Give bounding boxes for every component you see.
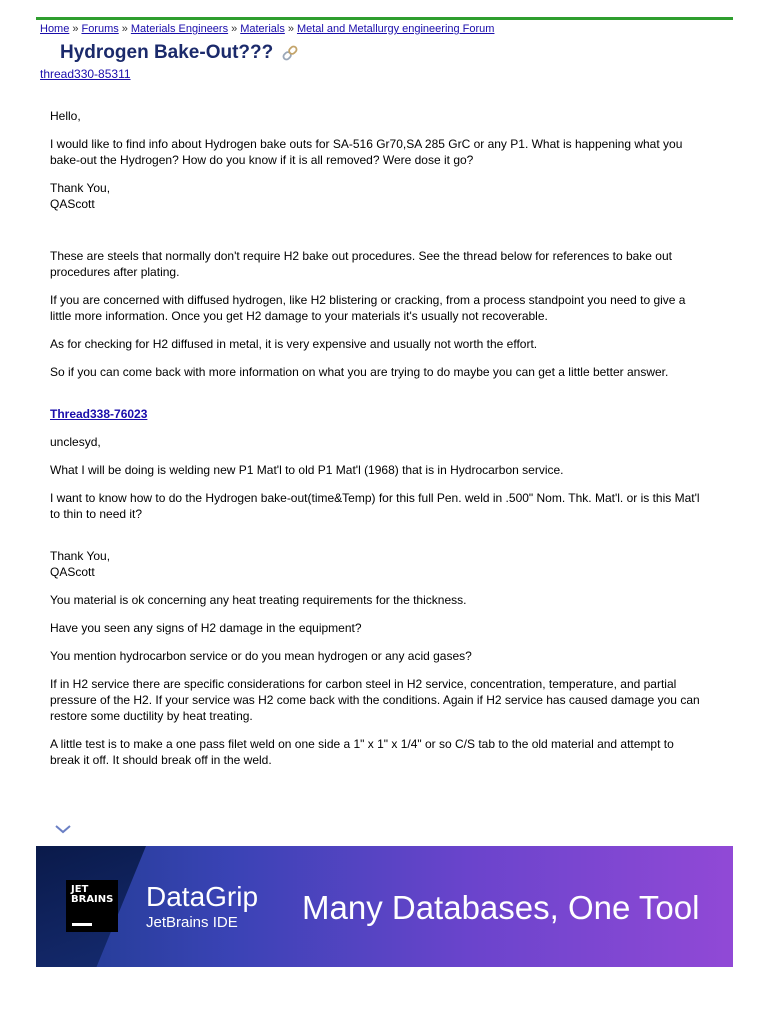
spacer (50, 392, 700, 406)
post-paragraph: These are steels that normally don't require H2 bake out procedures. See the thread below for references to bake out procedures after plating. (50, 249, 672, 279)
ad-product-subtitle: JetBrains IDE (146, 914, 238, 931)
post-paragraph: If you are concerned with diffused hydrogen, like H2 blistering or cracking, from a process standpoint you need to give a little more information. Once you get H2 damage to your materials it's usually not recoverable. (50, 293, 686, 323)
post-divider (50, 224, 700, 248)
breadcrumb-separator: » (287, 23, 294, 35)
header-rule (36, 17, 733, 20)
post-paragraph: I want to know how to do the Hydrogen bake-out(time&Temp) for this full Pen. weld in .500" Nom. Thk. Mat'l. or is this Mat'l to thin to need it? (50, 491, 700, 521)
ad-product-name: DataGrip (146, 881, 259, 912)
breadcrumb-forums[interactable]: Forums (81, 23, 119, 35)
post-paragraph: Hello, (50, 109, 81, 123)
jetbrains-logo-bar (72, 923, 92, 926)
post-paragraph: You mention hydrocarbon service or do you mean hydrogen or any acid gases? (50, 649, 472, 663)
thread-content (50, 108, 700, 780)
breadcrumb-separator: » (121, 23, 128, 35)
post-signature: Thank You, QAScott (50, 549, 111, 579)
post-paragraph: What I will be doing is welding new P1 Mat'l to old P1 Mat'l (1968) that is in Hydrocarbon service. (50, 463, 564, 477)
post-paragraph: As for checking for H2 diffused in metal, it is very expensive and usually not worth the effort. (50, 337, 538, 351)
ad-tagline: Many Databases, One Tool (302, 889, 700, 926)
breadcrumb-separator: » (231, 23, 238, 35)
post-paragraph: I would like to find info about Hydrogen bake outs for SA-516 Gr70,SA 285 GrC or any P1. What is happening what you bake-out the Hydrogen? How do you know if it is all removed? Were dose it go? (50, 137, 683, 167)
breadcrumb (40, 22, 494, 36)
post-paragraph: You material is ok concerning any heat treating requirements for the thickness. (50, 593, 467, 607)
thread-title: Hydrogen Bake-Out??? (60, 42, 274, 63)
jetbrains-logo (66, 880, 118, 932)
post-paragraph: unclesyd, (50, 435, 101, 449)
post-1 (50, 108, 700, 212)
jetbrains-logo-text: JET BRAINS (71, 884, 114, 905)
breadcrumb-home[interactable]: Home (40, 23, 70, 35)
post-2 (50, 248, 700, 422)
breadcrumb-metal-forum[interactable]: Metal and Metallurgy engineering Forum (296, 23, 495, 35)
advertisement-banner[interactable] (36, 846, 733, 967)
post-signature: Thank You, QAScott (50, 181, 111, 211)
breadcrumb-separator: » (72, 23, 79, 35)
referenced-thread-link[interactable]: Thread338-76023 (50, 407, 148, 421)
breadcrumb-materials[interactable]: Materials (240, 23, 285, 35)
post-4 (50, 592, 700, 768)
post-paragraph: So if you can come back with more information on what you are trying to do maybe you can get a little better answer. (50, 365, 669, 379)
post-paragraph: Have you seen any signs of H2 damage in the equipment? (50, 621, 362, 635)
post-3 (50, 434, 700, 580)
thread-id-link[interactable]: thread330-85311 (40, 67, 131, 81)
breadcrumb-materials-engineers[interactable]: Materials Engineers (130, 23, 229, 35)
post-paragraph: A little test is to make a one pass filet weld on one side a 1" x 1" x 1/4" or so C/S tab to the old material and attempt to break it off. It should break off in the weld. (50, 737, 674, 767)
post-paragraph: If in H2 service there are specific considerations for carbon steel in H2 service, concentration, temperature, and partial pressure of the H2. If your service was H2 come back with the conditions. Again if H2 service has caused damage you can restore some ductility by heat treating. (50, 677, 700, 723)
link-icon[interactable] (281, 44, 299, 62)
thread-title-row (60, 42, 299, 64)
spacer (50, 534, 700, 548)
chevron-down-icon (55, 824, 71, 834)
